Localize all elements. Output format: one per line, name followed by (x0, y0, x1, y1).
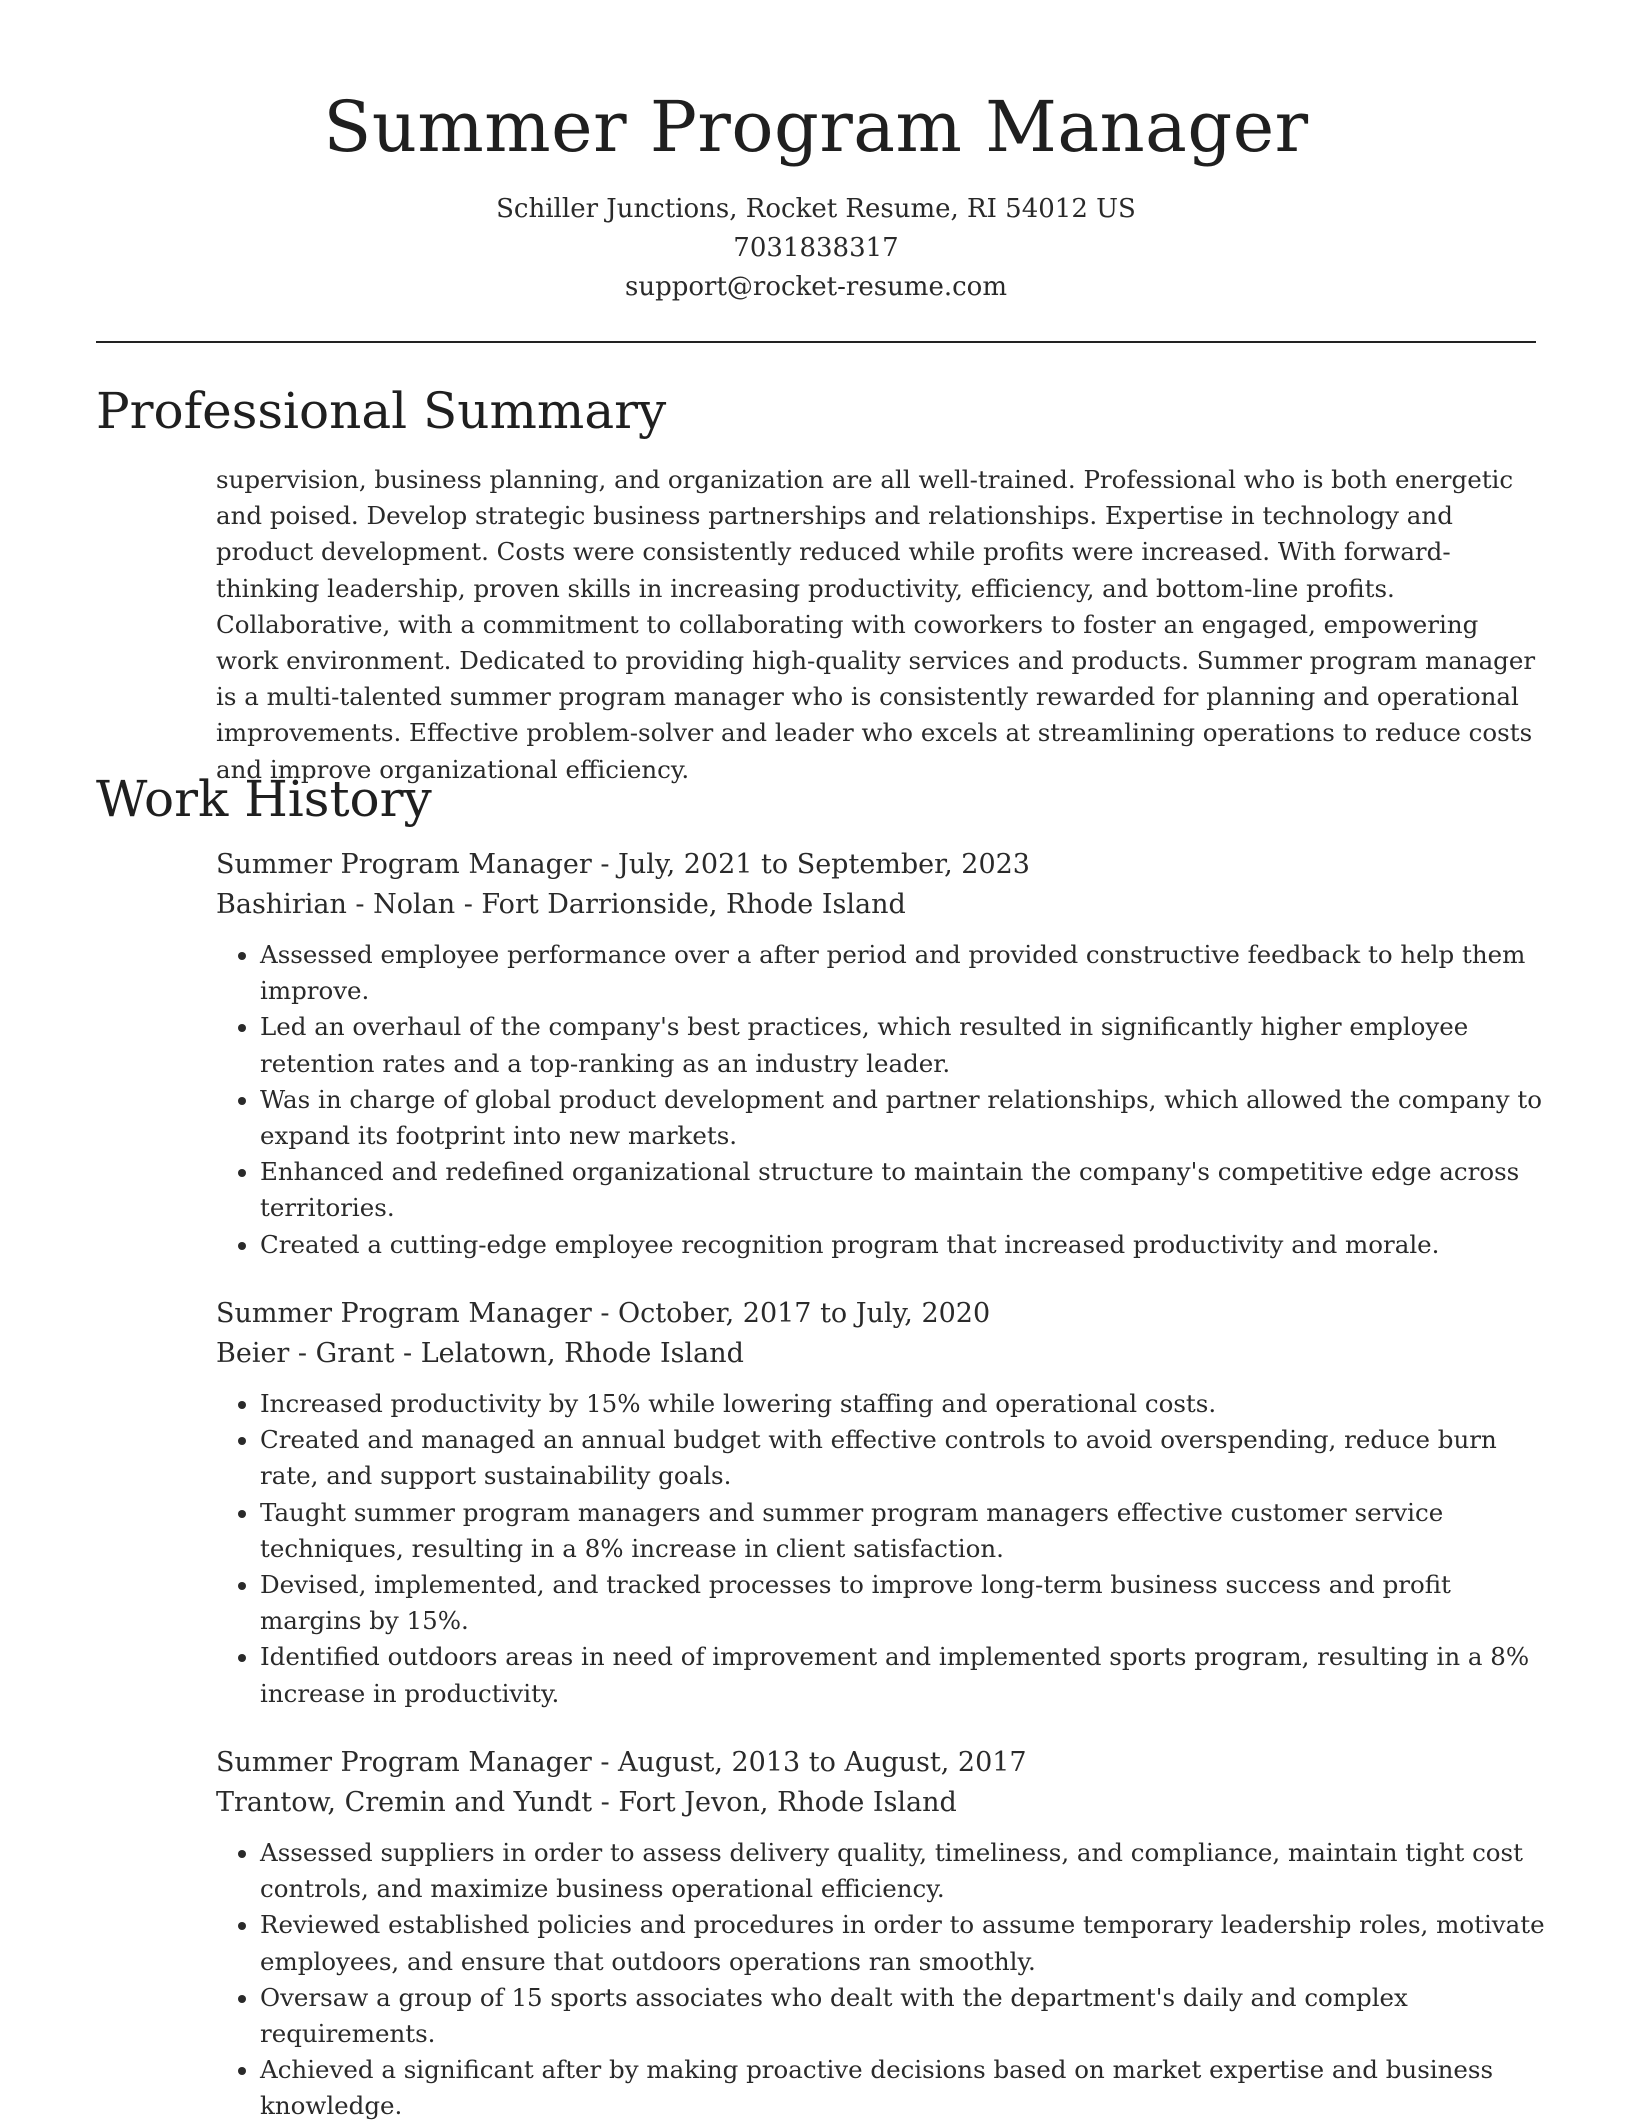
job-bullets (216, 937, 1546, 1263)
work-history-heading: Work History (96, 770, 432, 828)
list-item: • Increased productivity by 15% while lowering staffing and operational costs. (260, 1386, 1546, 1422)
job-bullets (216, 1835, 1546, 2125)
job-title-line: Summer Program Manager - July, 2021 to September, 2023 (216, 849, 1030, 880)
job-title-line: Summer Program Manager - October, 2017 to July, 2020 (216, 1298, 991, 1329)
resume-header (96, 84, 1536, 307)
job-company-line: Trantow, Cremin and Yundt - Fort Jevon, Rhode Island (216, 1787, 957, 1818)
email-line: support@rocket-resume.com (624, 272, 1007, 302)
list-item: • Taught summer program managers and summer program managers effective customer service techniques, resulting in a 8% increase in client satisfaction. (260, 1495, 1546, 1567)
job-bullets (216, 1386, 1546, 1712)
list-item: • Devised, implemented, and tracked processes to improve long-term business success and profit margins by 15%. (260, 1567, 1546, 1639)
list-item: • Created and managed an annual budget with effective controls to avoid overspending, reduce burn rate, and support sustainability goals. (260, 1422, 1546, 1494)
list-item: • Led an overhaul of the company's best practices, which resulted in significantly higher employee retention rates and a top-ranking as an industry leader. (260, 1009, 1546, 1081)
job-entry-2 (216, 1294, 1546, 1712)
list-item: • Oversaw a group of 15 sports associates who dealt with the department's daily and complex requirements. (260, 1980, 1546, 2052)
header-divider (96, 341, 1536, 343)
list-item: • Enhanced and redefined organizational structure to maintain the company's competitive edge across territories. (260, 1154, 1546, 1226)
list-item: • Was in charge of global product development and partner relationships, which allowed the company to expand its footprint into new markets. (260, 1082, 1546, 1154)
summary-heading: Professional Summary (96, 382, 667, 440)
contact-block (96, 190, 1536, 307)
job-entry-3 (216, 1743, 1546, 2125)
job-company-line: Beier - Grant - Lelatown, Rhode Island (216, 1338, 744, 1369)
candidate-name: Summer Program Manager (323, 86, 1309, 168)
job-company-line: Bashirian - Nolan - Fort Darrionside, Rhode Island (216, 889, 906, 920)
summary-text: supervision, business planning, and organization are all well-trained. Professional who is both energetic and poised. Develop strategic business partnerships and relationships. Expertise in technology and product development. Costs were consistently reduced while profits were increased. With forward-thinking leadership, proven skills in increasing productivity, efficiency, and bottom-line profits. Collaborative, with a commitment to collaborating with coworkers to foster an engaged, empowering work environment. Dedicated to providing high-quality services and products. Summer program manager is a multi-talented summer program manager who is consistently rewarded for planning and operational improvements. Effective problem-solver and leader who excels at streamlining operations to reduce costs and improve organizational efficiency. (216, 465, 1536, 784)
list-item: • Created a cutting-edge employee recognition program that increased productivity and morale. (260, 1227, 1546, 1263)
list-item: • Assessed employee performance over a after period and provided constructive feedback to help them improve. (260, 937, 1546, 1009)
list-item: • Identified outdoors areas in need of improvement and implemented sports program, resulting in a 8% increase in productivity. (260, 1639, 1546, 1711)
phone-line: 7031838317 (733, 233, 899, 263)
job-title-line: Summer Program Manager - August, 2013 to August, 2017 (216, 1747, 1027, 1778)
job-entry-1 (216, 845, 1546, 1263)
address-line: Schiller Junctions, Rocket Resume, RI 54012 US (496, 194, 1136, 224)
list-item: • Reviewed established policies and procedures in order to assume temporary leadership roles, motivate employees, and ensure that outdoors operations ran smoothly. (260, 1907, 1546, 1979)
list-item: • Achieved a significant after by making proactive decisions based on market expertise and business knowledge. (260, 2052, 1546, 2124)
list-item: • Assessed suppliers in order to assess delivery quality, timeliness, and compliance, maintain tight cost controls, and maximize business operational efficiency. (260, 1835, 1546, 1907)
